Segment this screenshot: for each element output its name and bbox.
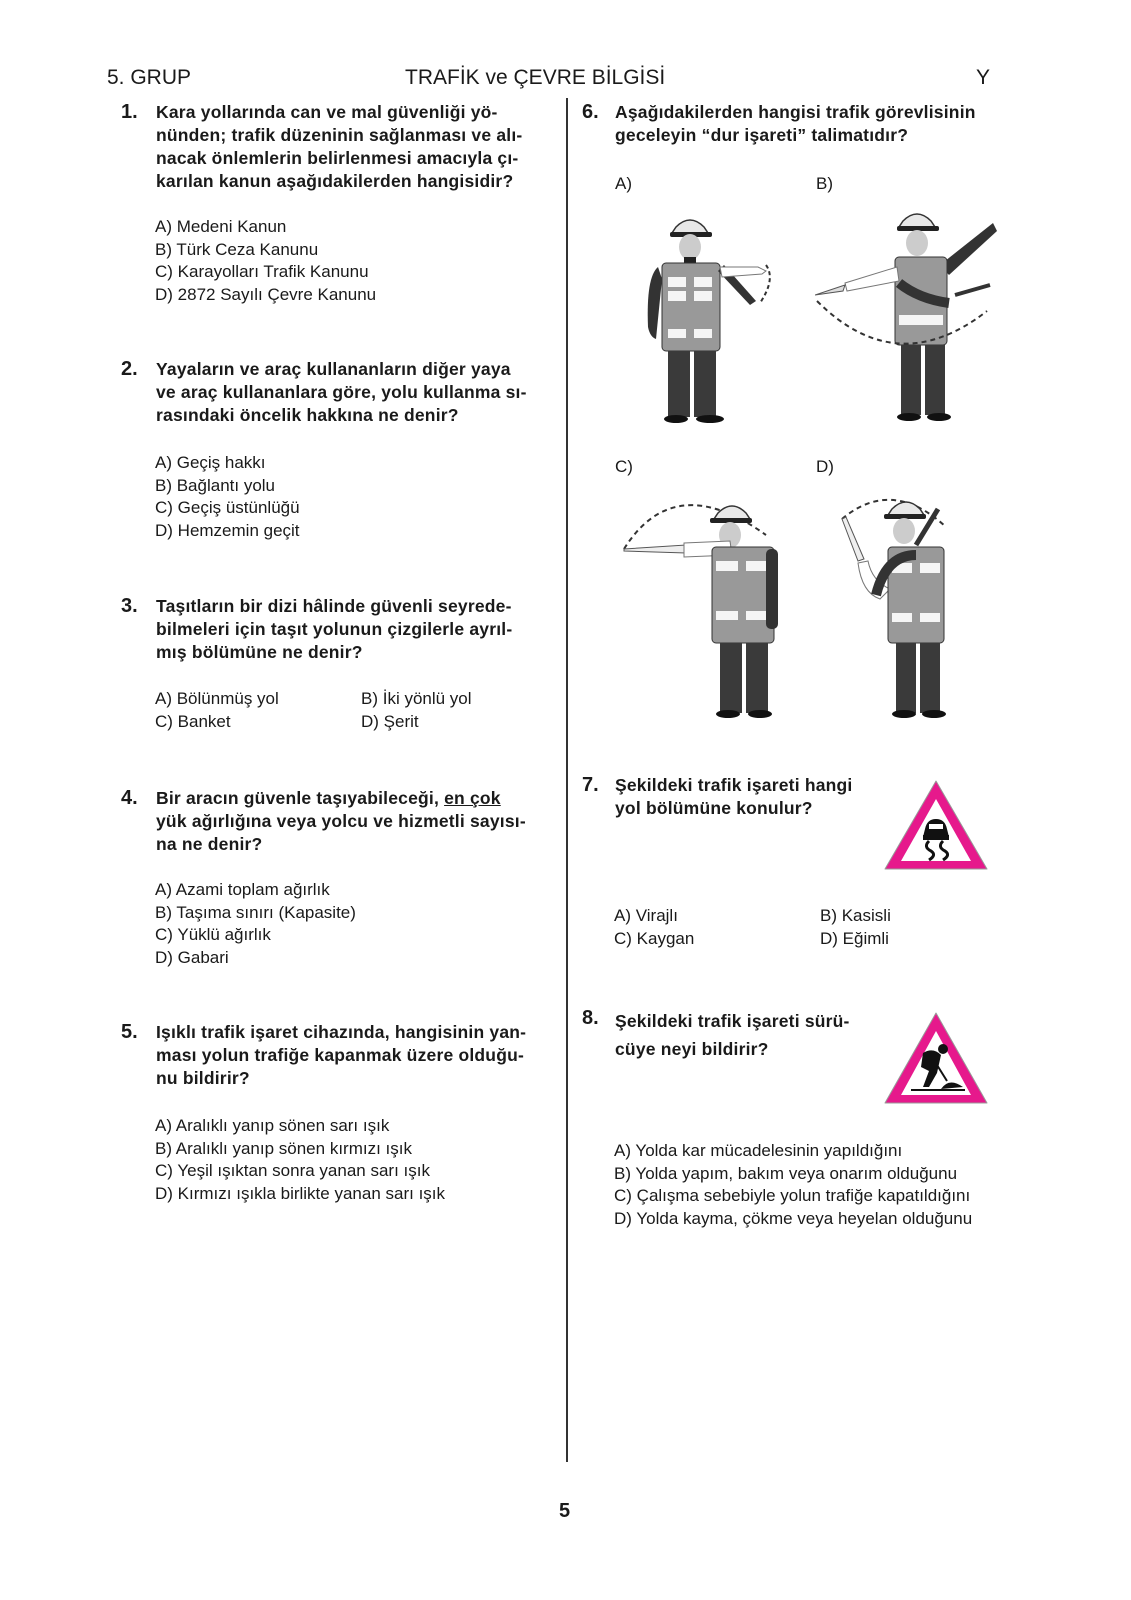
question-line: rasındaki öncelik hakkına ne denir? xyxy=(156,405,459,425)
question-number: 7. xyxy=(582,774,599,796)
question-line: nu bildirir? xyxy=(156,1068,250,1088)
option-d[interactable]: D) Hemzemin geçit xyxy=(155,520,300,540)
question-line: Şekildeki trafik işareti hangi xyxy=(615,775,853,795)
option-d[interactable]: D) Eğimli xyxy=(820,928,889,948)
option-d[interactable]: D) Şerit xyxy=(361,711,419,731)
option-b[interactable]: B) Türk Ceza Kanunu xyxy=(155,239,319,259)
option-c[interactable]: C) Karayolları Trafik Kanunu xyxy=(155,262,369,282)
officer-wand-sweep-icon[interactable] xyxy=(815,205,1000,425)
options-list xyxy=(155,879,356,969)
question-line: Aşağıdakilerden hangisi trafik görevlisinin xyxy=(615,102,976,122)
option-d[interactable]: D) Yolda kayma, çökme veya heyelan olduğunu xyxy=(614,1208,973,1228)
option-b[interactable]: B) Yolda yapım, bakım veya onarım olduğunu xyxy=(614,1163,958,1183)
option-d[interactable]: D) 2872 Sayılı Çevre Kanunu xyxy=(155,284,377,304)
question-line: Yayaların ve araç kullananların diğer yaya xyxy=(156,359,511,379)
question-number: 3. xyxy=(121,595,138,617)
booklet-type: Y xyxy=(976,66,991,89)
option-a[interactable]: A) Bölünmüş yol xyxy=(155,689,279,708)
question-line: mış bölümüne ne denir? xyxy=(156,642,363,662)
option-a[interactable]: A) xyxy=(615,174,632,193)
question-number: 8. xyxy=(582,1007,599,1029)
question-line: Bir aracın güvenle taşıyabileceği, en çok xyxy=(156,788,501,808)
option-a[interactable]: A) Virajlı xyxy=(614,906,678,925)
question-line: ve araç kullananlara göre, yolu kullanma sı- xyxy=(156,382,527,402)
question-text xyxy=(615,101,976,147)
option-a[interactable]: A) Aralıklı yanıp sönen sarı ışık xyxy=(155,1116,390,1135)
question-line: Şekildeki trafik işareti sürü- xyxy=(615,1011,850,1031)
question-line: yük ağırlığına veya yolcu ve hizmetli sayısı- xyxy=(156,811,526,831)
option-b[interactable]: B) Taşıma sınırı (Kapasite) xyxy=(155,902,356,922)
officer-wand-arc-side-icon[interactable] xyxy=(620,485,785,720)
question-line: geceleyin “dur işareti” talimatıdır? xyxy=(615,125,909,145)
option-c[interactable]: C) Kaygan xyxy=(614,928,695,948)
question-text xyxy=(156,1021,526,1090)
group-label: 5. GRUP xyxy=(107,66,192,89)
option-a[interactable]: A) Azami toplam ağırlık xyxy=(155,880,330,899)
option-a[interactable]: A) Yolda kar mücadelesinin yapıldığını xyxy=(614,1141,903,1160)
emphasis-underline: en çok xyxy=(444,788,501,808)
option-c[interactable]: C) Yeşil ışıktan sonra yanan sarı ışık xyxy=(155,1161,430,1181)
option-d[interactable]: D) Kırmızı ışıkla birlikte yanan sarı ışık xyxy=(155,1183,446,1203)
column-divider xyxy=(566,98,568,1462)
option-b[interactable]: B) xyxy=(816,174,833,193)
question-line: Işıklı trafik işaret cihazında, hangisinin yan- xyxy=(156,1022,527,1042)
road-works-sign-icon xyxy=(881,1009,991,1107)
question-line: ması yolun trafiğe kapanmak üzere olduğu- xyxy=(156,1045,525,1065)
question-number: 2. xyxy=(121,358,138,380)
question-number: 4. xyxy=(121,787,138,809)
question-number: 1. xyxy=(121,101,138,123)
question-text xyxy=(615,774,852,820)
option-a[interactable]: A) Medeni Kanun xyxy=(155,217,287,236)
option-c[interactable]: C) Banket xyxy=(155,711,231,731)
question-line: na ne denir? xyxy=(156,834,263,854)
option-c[interactable]: C) Geçiş üstünlüğü xyxy=(155,498,300,518)
question-text xyxy=(156,595,512,664)
question-text xyxy=(156,101,522,193)
question-line: nünden; trafik düzeninin sağlanması ve alı- xyxy=(156,125,523,145)
option-b[interactable]: B) Aralıklı yanıp sönen kırmızı ışık xyxy=(155,1138,412,1158)
question-line: Taşıtların bir dizi hâlinde güvenli seyrede- xyxy=(156,596,512,616)
question-line: Kara yollarında can ve mal güvenliği yö- xyxy=(156,102,498,122)
question-text xyxy=(156,787,526,856)
question-line: yol bölümüne konulur? xyxy=(615,798,813,818)
question-text xyxy=(156,358,527,427)
question-line: bilmeleri için taşıt yolunun çizgilerle ayrıl- xyxy=(156,619,513,639)
options-list xyxy=(155,688,561,733)
officer-arm-swing-down-icon[interactable] xyxy=(630,205,780,425)
option-b[interactable]: B) İki yönlü yol xyxy=(361,689,472,708)
options-list xyxy=(614,1140,972,1230)
options-list xyxy=(155,216,376,306)
officer-wand-arc-overhead-icon[interactable] xyxy=(830,485,960,720)
question-number: 5. xyxy=(121,1021,138,1043)
page-title: TRAFİK ve ÇEVRE BİLGİSİ xyxy=(405,66,666,89)
question-text xyxy=(615,1007,850,1063)
question-line: karılan kanun aşağıdakilerden hangisidir? xyxy=(156,171,514,191)
option-c[interactable]: C) Yüklü ağırlık xyxy=(155,925,271,945)
option-a[interactable]: A) Geçiş hakkı xyxy=(155,453,266,472)
question-line: nacak önlemlerin belirlenmesi amacıyla çı- xyxy=(156,148,519,168)
option-c[interactable]: C) xyxy=(615,457,633,476)
options-list xyxy=(155,452,300,542)
option-d[interactable]: D) xyxy=(816,457,834,476)
options-list xyxy=(614,905,1020,950)
page-number: 5 xyxy=(559,1500,571,1522)
option-c[interactable]: C) Çalışma sebebiyle yolun trafiğe kapatıldığını xyxy=(614,1186,971,1206)
option-b[interactable]: B) Kasisli xyxy=(820,906,891,925)
question-line: cüye neyi bildirir? xyxy=(615,1039,769,1059)
option-b[interactable]: B) Bağlantı yolu xyxy=(155,475,276,495)
question-number: 6. xyxy=(582,101,599,123)
slippery-road-sign-icon xyxy=(881,777,991,873)
option-d[interactable]: D) Gabari xyxy=(155,947,229,967)
options-list xyxy=(155,1115,445,1205)
